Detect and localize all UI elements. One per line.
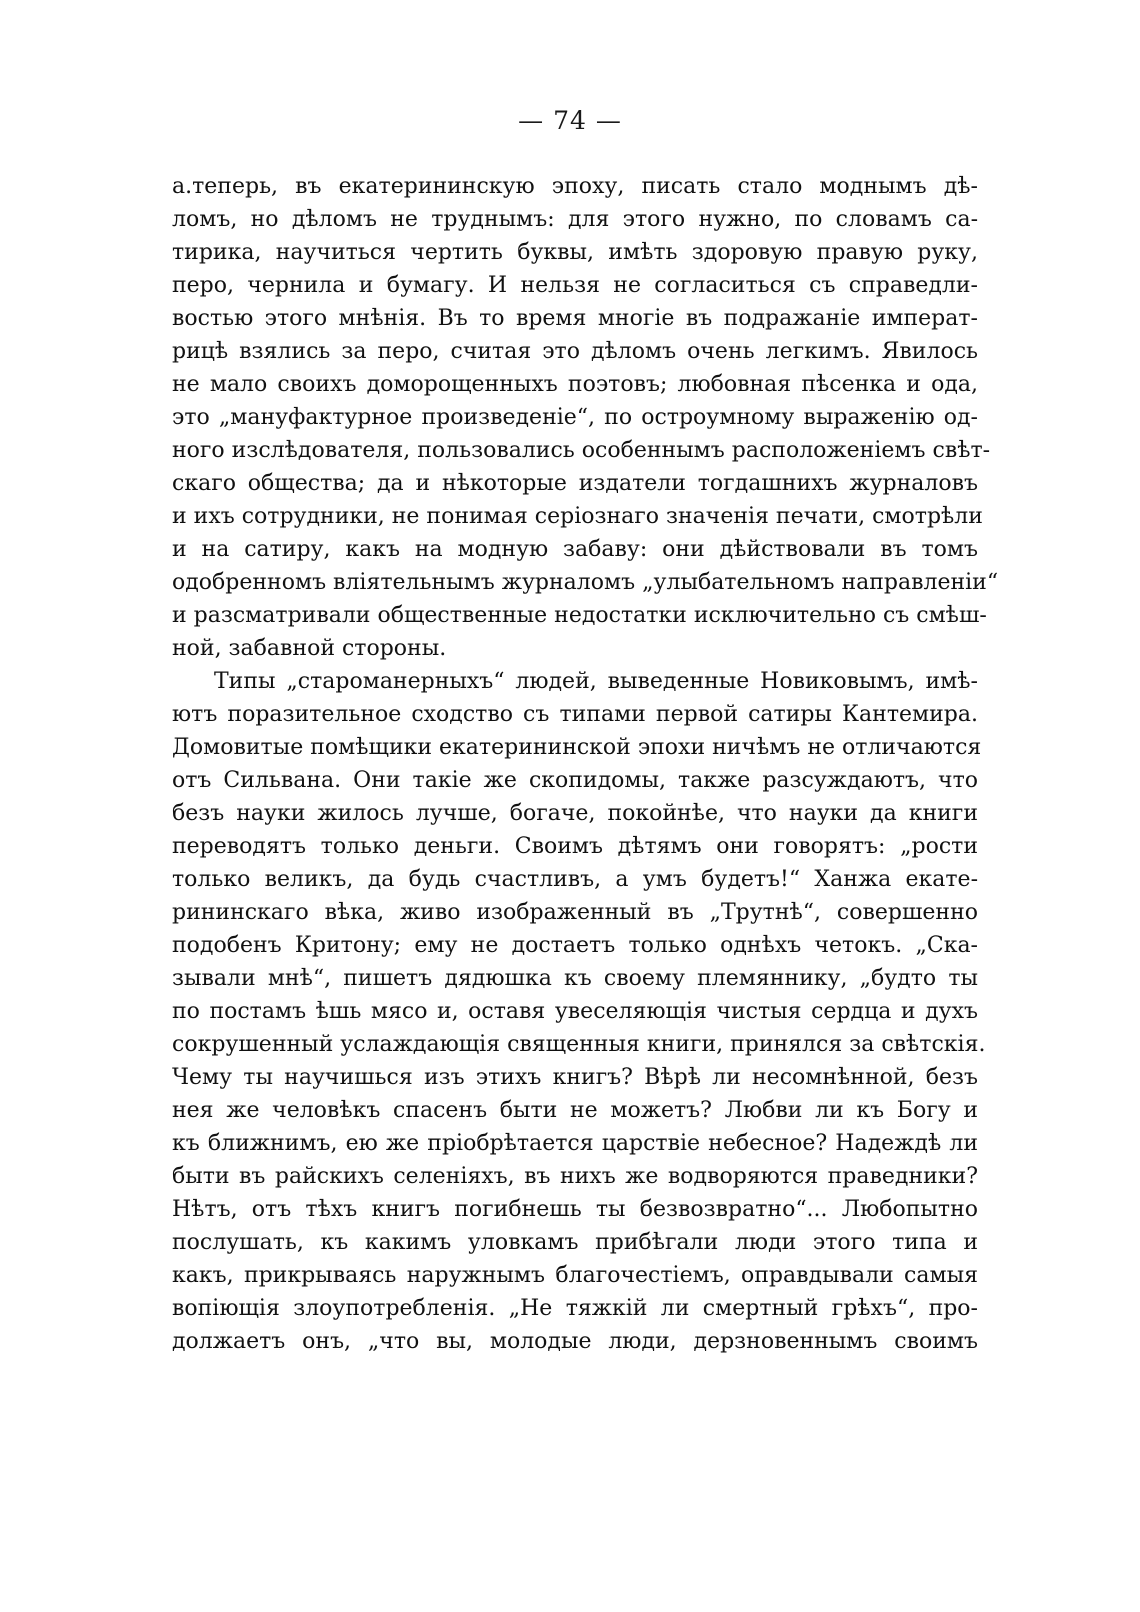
text-line: нея же человѣкъ спасенъ быти не можетъ? Любви ли къ Богу и: [172, 1098, 978, 1123]
text-line: подобенъ Критону; ему не достаетъ только однѣхъ четокъ. „Ска-: [172, 933, 978, 958]
text-line: отъ Сильвана. Они такіе же скопидомы, также разсуждаютъ, что: [172, 768, 978, 793]
text-line: только великъ, да будь счастливъ, а умъ будетъ!“ Ханжа екате-: [172, 867, 978, 892]
paragraph-1: [172, 170, 999, 665]
text-line: и на сатиру, какъ на модную забаву: они дѣйствовали въ томъ: [172, 537, 978, 562]
text-line: и разсматривали общественные недостатки исключительно съ смѣш-: [172, 603, 987, 628]
text-line: ломъ, но дѣломъ не труднымъ: для этого нужно, по словамъ са-: [172, 207, 978, 232]
text-line: Домовитые помѣщики екатерининской эпохи ничѣмъ не отличаются: [172, 735, 982, 760]
text-line: по постамъ ѣшь мясо и, оставя увеселяющія чистыя сердца и духъ: [172, 999, 978, 1024]
text-line: сокрушенный услаждающія священныя книги, принялся за свѣтскія.: [172, 1032, 986, 1057]
text-line: Типы „староманерныхъ“ людей, выведенные Новиковымъ, имѣ-: [214, 669, 978, 694]
text-line: востью этого мнѣнія. Въ то время многіе въ подражаніе императ-: [172, 306, 978, 331]
text-line: рининскаго вѣка, живо изображенный въ „Трутнѣ“, совершенно: [172, 900, 978, 925]
text-line: вопіющія злоупотребленія. „Не тяжкій ли смертный грѣхъ“, про-: [172, 1296, 978, 1321]
text-line: и ихъ сотрудники, не понимая серіознаго значенія печати, смотрѣли: [172, 504, 983, 529]
page-number: — 74 —: [518, 106, 622, 135]
text-line: ной, забавной стороны.: [172, 636, 447, 661]
paragraph-2: [172, 665, 986, 1358]
text-line: послушать, къ какимъ уловкамъ прибѣгали люди этого типа и: [172, 1230, 978, 1255]
text-line: перо, чернила и бумагу. И нельзя не согласиться съ справедли-: [172, 273, 978, 298]
text-line: безъ науки жилось лучше, богаче, покойнѣе, что науки да книги: [172, 801, 978, 826]
text-line: одобренномъ вліятельнымъ журналомъ „улыбательномъ направленіи“: [172, 570, 999, 595]
text-line: къ ближнимъ, ею же пріобрѣтается царствіе небесное? Надеждѣ ли: [172, 1131, 978, 1156]
text-line: тирика, научиться чертить буквы, имѣть здоровую правую руку,: [172, 240, 978, 265]
text-line: Нѣтъ, отъ тѣхъ книгъ погибнешь ты безвозвратно“... Любопытно: [172, 1197, 978, 1222]
text-line: не мало своихъ доморощенныхъ поэтовъ; любовная пѣсенка и ода,: [172, 372, 978, 397]
text-line: ного изслѣдователя, пользовались особеннымъ расположеніемъ свѣт-: [172, 438, 991, 463]
text-line: должаетъ онъ, „что вы, молодые люди, дерзновеннымъ своимъ: [172, 1329, 978, 1354]
text-line: какъ, прикрываясь наружнымъ благочестіемъ, оправдывали самыя: [172, 1263, 978, 1288]
text-line: переводятъ только деньги. Своимъ дѣтямъ они говорятъ: „рости: [172, 834, 978, 859]
text-line: а.теперь, въ екатерининскую эпоху, писать стало моднымъ дѣ-: [172, 174, 978, 199]
text-line: Чему ты научишься изъ этихъ книгъ? Вѣрѣ ли несомнѣнной, безъ: [172, 1065, 978, 1090]
body-text: [172, 170, 999, 1358]
text-line: зывали мнѣ“, пишетъ дядюшка къ своему племяннику, „будто ты: [172, 966, 978, 991]
text-line: это „мануфактурное произведеніе“, по остроумному выраженію од-: [172, 405, 978, 430]
text-line: скаго общества; да и нѣкоторые издатели тогдашнихъ журналовъ: [172, 471, 978, 496]
text-line: быти въ райскихъ селеніяхъ, въ нихъ же водворяются праведники?: [172, 1164, 978, 1189]
text-line: рицѣ взялись за перо, считая это дѣломъ очень легкимъ. Явилось: [172, 339, 978, 364]
text-line: ютъ поразительное сходство съ типами первой сатиры Кантемира.: [172, 702, 978, 727]
